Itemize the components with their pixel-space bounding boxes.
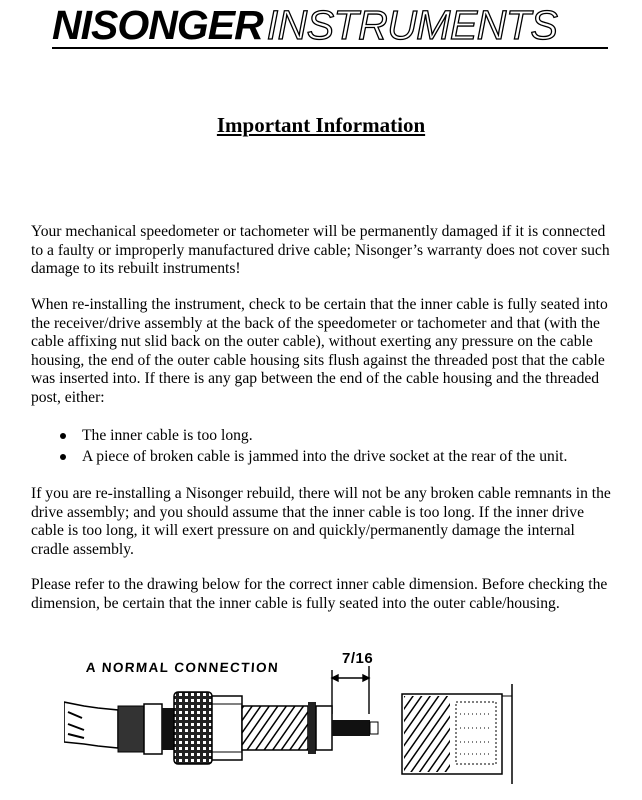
paragraph-rebuild: If you are re-installing a Nisonger rebuild, there will not be any broken cable remnants in the drive assembly; and you should assume that the inner cable is too long. If the inner drive cable is too long, it will exert pressure on and quickly/permanently damage the internal cradle assembly. <box>31 485 611 558</box>
dimension-marker <box>332 666 369 714</box>
cable-assembly <box>64 692 378 764</box>
paragraph-drawing-reference: Please refer to the drawing below for the correct inner cable dimension. Before checking the dimension, be certain that the inner cable is fully seated into the outer cable/housing. <box>31 576 608 612</box>
paragraph-installation: When re-installing the instrument, check to be certain that the inner cable is fully seated into the receiver/drive assembly at the back of the speedometer or tachometer and that (with the cable affixing nut slid back on the outer cable), without exerting any pressure on the cable housing, the end of the outer cable housing sits flush against the threaded post that the cable was inserted into. If there is any gap between the end of the cable housing and the threaded post, either: <box>31 296 608 406</box>
list-item: The inner cable is too long. <box>58 427 618 446</box>
logo-thin-text: INSTRUMENTS <box>266 1 558 48</box>
list-item: A piece of broken cable is jammed into the drive socket at the rear of the unit. <box>58 448 618 467</box>
cable-connection-drawing <box>64 644 524 800</box>
drawing-label: A NORMAL CONNECTION <box>85 660 280 675</box>
nisonger-logo <box>52 3 608 47</box>
gap-causes-list <box>58 427 618 468</box>
receiver-housing <box>402 684 512 784</box>
logo-bold-text: NISONGER <box>52 1 263 48</box>
logo-underline <box>52 47 608 49</box>
paragraph-warning: Your mechanical speedometer or tachometer will be permanently damaged if it is connected to a faulty or improperly manufactured drive cable; Nisonger’s warranty does not cover such damage to its rebuilt instruments! <box>31 223 610 277</box>
dimension-label: 7/16 <box>342 650 374 667</box>
page-title: Important Information <box>216 113 426 137</box>
